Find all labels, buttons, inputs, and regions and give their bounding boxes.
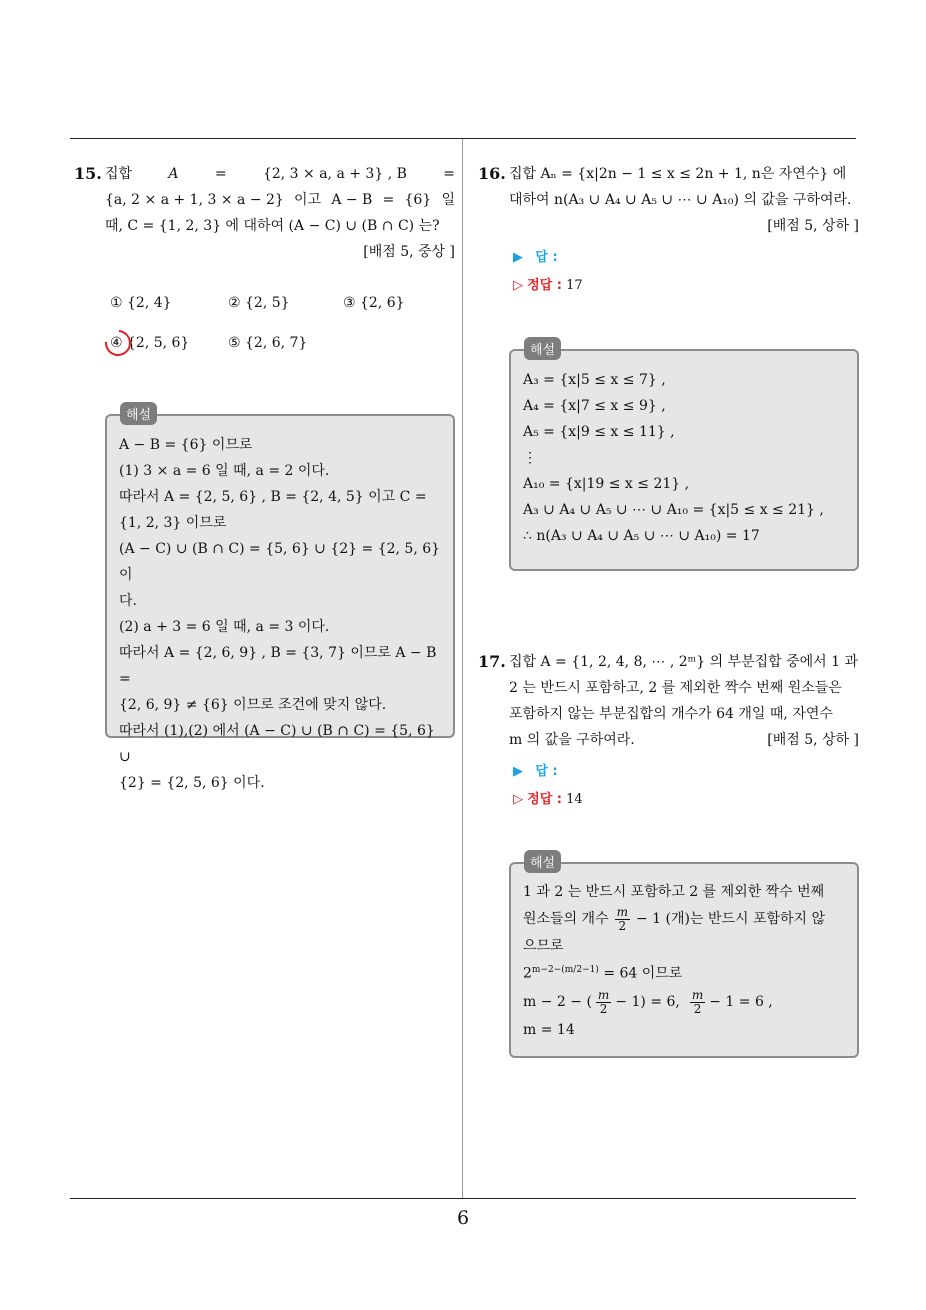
q17-sol-line-4 <box>523 958 847 986</box>
q17-sol-l2b: − 1 (개)는 반드시 포함하지 않 <box>636 911 826 927</box>
q17-solution-box <box>509 862 859 1058</box>
q15-l1-w1: 집합 <box>105 166 133 182</box>
top-rule <box>70 138 856 139</box>
q16-text <box>509 161 859 239</box>
q16-correct-row <box>513 274 583 293</box>
frac-den: 2 <box>618 918 627 933</box>
q15-solution-label: 해설 <box>120 402 157 425</box>
q16-sol-line: A₄ = {x|7 ≤ x ≤ 9} , <box>523 398 666 414</box>
q16-line-1: 집합 Aₙ = {x|2n − 1 ≤ x ≤ 2n + 1, n은 자연수} 에 <box>509 166 847 182</box>
q16-correct-value: 17 <box>566 278 583 293</box>
frac-num: m <box>616 904 628 919</box>
q15-solution-box <box>105 414 455 791</box>
q17-sol-line-3: 으므로 <box>523 938 564 954</box>
q16-score: [배점 5, 상하 ] <box>767 218 859 234</box>
q15-l2-w4: = <box>382 192 395 208</box>
q15-l1-w4: {2, 3 × a, a + 3} , B <box>262 166 407 182</box>
q17-sol-l5b: − 1) = 6, <box>615 994 680 1010</box>
q17-sol-l5a: m − 2 − ( <box>523 994 592 1010</box>
q17-sol-line-2 <box>523 904 847 934</box>
q15-option-2[interactable]: ② {2, 5} <box>228 295 290 311</box>
q15-option-3[interactable]: ③ {2, 6} <box>343 295 405 311</box>
q16-line-2: 대하여 n(A₃ ∪ A₄ ∪ A₅ ∪ ⋯ ∪ A₁₀) 의 값을 구하여라. <box>509 192 852 208</box>
play-outline-icon: ▷ <box>513 278 523 293</box>
frac-den: 2 <box>693 1001 702 1016</box>
q15-l1-w2: A <box>168 166 179 182</box>
q15-option-5[interactable]: ⑤ {2, 6, 7} <box>228 335 308 351</box>
q17-sol-l4-exp: m−2−(m/2−1) <box>531 965 599 975</box>
q15-l2-w6: 일 <box>441 192 455 208</box>
q16-correct-label: 정답 : <box>527 278 562 293</box>
q15-l1-w5: = <box>443 166 455 182</box>
q16-sol-line: A₃ = {x|5 ≤ x ≤ 7} , <box>523 372 666 388</box>
selected-mark-icon <box>100 325 137 362</box>
q17-line-3: 포함하지 않는 부분집합의 개수가 64 개일 때, 자연수 <box>509 706 833 722</box>
q17-line-2: 2 는 반드시 포함하고, 2 를 제외한 짝수 번째 원소들은 <box>509 680 842 696</box>
q16-sol-line: A₅ = {x|9 ≤ x ≤ 11} , <box>523 424 675 440</box>
q15-l1-w3: = <box>214 166 227 182</box>
play-outline-icon: ▷ <box>513 792 523 807</box>
q15-option-1[interactable]: ① {2, 4} <box>110 295 172 311</box>
fraction <box>690 989 705 1016</box>
play-icon: ▶ <box>513 250 523 265</box>
q16-sol-line: A₁₀ = {x|19 ≤ x ≤ 21} , <box>523 476 690 492</box>
q16-solution-body <box>523 367 847 549</box>
q15-l2-w2: 이고 <box>294 192 322 208</box>
q17-correct-value: 14 <box>566 792 583 807</box>
q17-sol-l5c: − 1 = 6 , <box>709 994 773 1010</box>
q15-line-1 <box>105 161 455 187</box>
q17-sol-l2a: 원소들의 개수 <box>523 911 609 927</box>
q17-score: [배점 5, 상하 ] <box>767 732 859 748</box>
q17-sol-line-6: m = 14 <box>523 1022 575 1038</box>
q15-l2-w1: {a, 2 × a + 1, 3 × a − 2} <box>105 192 284 208</box>
frac-den: 2 <box>599 1001 608 1016</box>
q16-sol-line: A₃ ∪ A₄ ∪ A₅ ∪ ⋯ ∪ A₁₀ = {x|5 ≤ x ≤ 21} , <box>523 502 824 518</box>
q16-solution-label: 해설 <box>524 337 561 360</box>
column-divider <box>462 139 463 1198</box>
q15-sol-line: A − B = {6} 이므로 <box>119 437 253 453</box>
q16-answer-row[interactable] <box>513 246 558 265</box>
page-number: 6 <box>456 1207 470 1229</box>
q15-text <box>105 161 455 265</box>
q16-answer-label: 답 : <box>535 250 558 265</box>
q17-solution-label: 해설 <box>524 850 561 873</box>
q17-answer-label: 답 : <box>535 764 558 779</box>
frac-num: m <box>691 987 704 1002</box>
q15-sol-line: {2, 6, 9} ≠ {6} 이므로 조건에 맞지 않다. <box>119 697 387 713</box>
q15-score: [배점 5, 중상 ] <box>363 244 455 260</box>
q17-correct-row <box>513 788 583 807</box>
q17-sol-line-1: 1 과 2 는 반드시 포함하고 2 를 제외한 짝수 번째 <box>523 884 825 900</box>
q17-solution-body <box>523 880 847 1042</box>
q15-number: 15. <box>74 164 102 183</box>
q15-sol-line: (A − C) ∪ (B ∩ C) = {5, 6} ∪ {2} = {2, 5, 6} 이 <box>119 541 441 583</box>
q15-l2-w3: A − B <box>331 192 373 208</box>
q17-sol-l4-base: 2 <box>523 965 532 982</box>
q15-sol-line: {2} = {2, 5, 6} 이다. <box>119 775 265 791</box>
q15-solution-body <box>119 432 443 796</box>
q15-l2-w5: {6} <box>404 192 432 208</box>
q17-correct-label: 정답 : <box>527 792 562 807</box>
q15-sol-line: (2) a + 3 = 6 일 때, a = 3 이다. <box>119 619 330 635</box>
q15-sol-line: {1, 2, 3} 이므로 <box>119 515 227 531</box>
play-icon: ▶ <box>513 764 523 779</box>
q17-sol-l4-rest: = 64 이므로 <box>603 965 683 982</box>
q16-sol-line: ∴ n(A₃ ∪ A₄ ∪ A₅ ∪ ⋯ ∪ A₁₀) = 17 <box>523 528 760 544</box>
q15-sol-line: 따라서 (1),(2) 에서 (A − C) ∪ (B ∩ C) = {5, 6} ∪ <box>119 723 435 765</box>
q17-number: 17. <box>478 652 506 671</box>
q17-answer-row[interactable] <box>513 760 558 779</box>
q15-option-4[interactable]: ④ {2, 5, 6} <box>110 335 190 351</box>
q17-line-4 <box>509 727 859 753</box>
q16-number: 16. <box>478 164 506 183</box>
frac-num: m <box>597 987 610 1002</box>
q15-sol-line: (1) 3 × a = 6 일 때, a = 2 이다. <box>119 463 330 479</box>
q15-line-3: 때, C = {1, 2, 3} 에 대하여 (A − C) ∪ (B ∩ C) 는? <box>105 218 440 234</box>
q15-sol-line: 따라서 A = {2, 6, 9} , B = {3, 7} 이므로 A − B = <box>119 645 437 687</box>
q16-sol-line: ⋮ <box>523 450 537 466</box>
q15-line-2 <box>105 187 455 213</box>
q17-text <box>509 649 859 753</box>
q15-sol-line: 다. <box>119 593 137 609</box>
fraction <box>596 989 611 1016</box>
q15-sol-line: 따라서 A = {2, 5, 6} , B = {2, 4, 5} 이고 C = <box>119 489 427 505</box>
q17-sol-line-5 <box>523 986 847 1018</box>
bottom-rule <box>70 1198 856 1199</box>
q16-solution-box <box>509 349 859 571</box>
q17-line-1: 집합 A = {1, 2, 4, 8, ⋯ , 2ᵐ} 의 부분집합 중에서 1 과 <box>509 654 859 670</box>
fraction <box>615 906 630 933</box>
q17-last-line: m 의 값을 구하여라. <box>509 732 635 748</box>
